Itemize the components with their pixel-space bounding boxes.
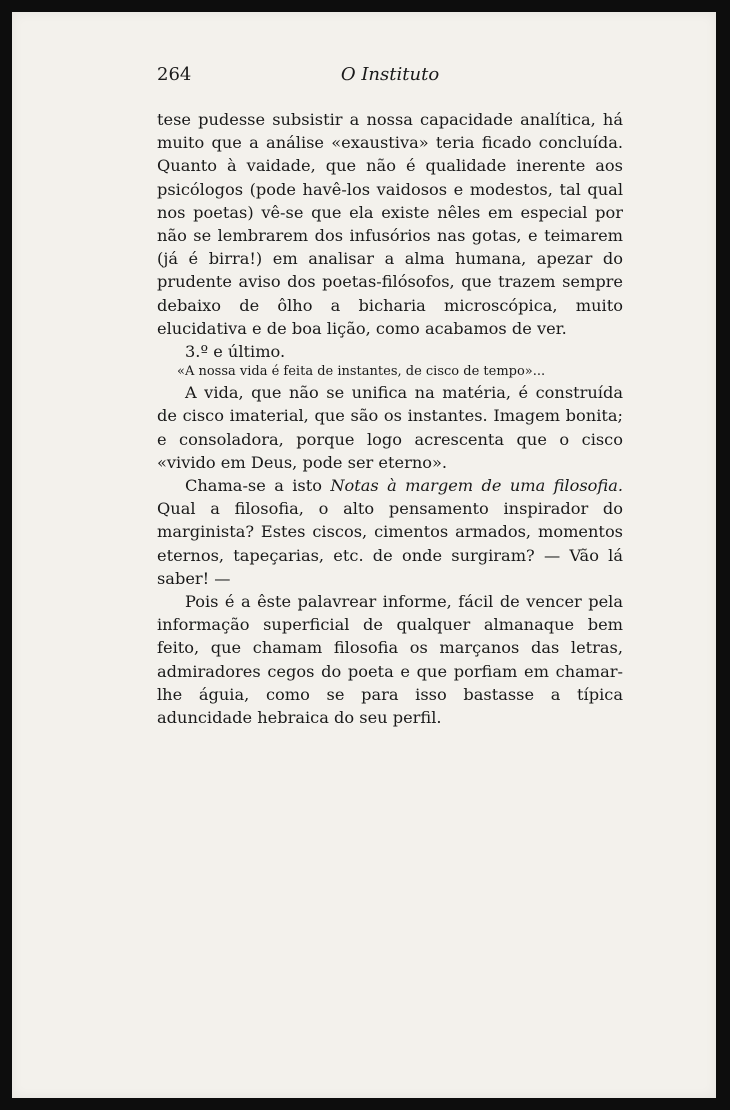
paragraph-1: tese pudesse subsistir a nossa capacidade analítica, há muito que a análise «exaustiva» teria ficado concluída. Quanto à vaidade, que não é qualidade inerente aos psicólogos (pode havê-los vaidosos e modestos, tal qual nos poetas) vê-se que ela existe nêles em especial por não se lembrarem dos infusórios nas gotas, e teimarem (já é birra!) em analisar a alma humana, apezar do prudente aviso dos poetas-filósofos, que trazem sempre debaixo de ôlho a bicharia microscópica, muito elucidativa e de boa lição, como acabamos de ver. [157,110,623,338]
paragraph-2: 3.º e último. [185,342,286,362]
book-title-italic: Notas à margem de uma filosofia. [330,476,623,496]
block-quote: «A nossa vida é feita de instantes, de cisco de tempo»... [177,364,546,380]
paragraph-4-start: Chama-se a isto [185,476,331,496]
paragraph-5: Pois é a êste palavrear informe, fácil de vencer pela informação superficial de qualquer almanaque bem feito, que chamam filosofia os marçanos das letras, admiradores cegos do poeta e que porfiam em chamar-lhe águia, como se para isso bastasse a típica aduncidade hebraica do seu perfil. [157,592,623,728]
running-title: O Instituto [340,64,440,85]
book-page [12,12,716,1098]
page-number: 264 [157,64,192,85]
paragraph-4-end: Qual a filosofia, o alto pensamento inspirador do marginista? Estes ciscos, cimentos armados, momentos eternos, tapeçarias, etc. de onde surgiram? — Vão lá saber! — [157,499,623,588]
paragraph-4 [157,474,623,590]
page-header [157,64,623,88]
body-text [157,108,623,729]
paragraph-3: A vida, que não se unifica na matéria, é construída de cisco imaterial, que são os instantes. Imagem bonita; e consoladora, porque logo acrescenta que o cisco «vivido em Deus, pode ser eterno». [157,383,623,472]
